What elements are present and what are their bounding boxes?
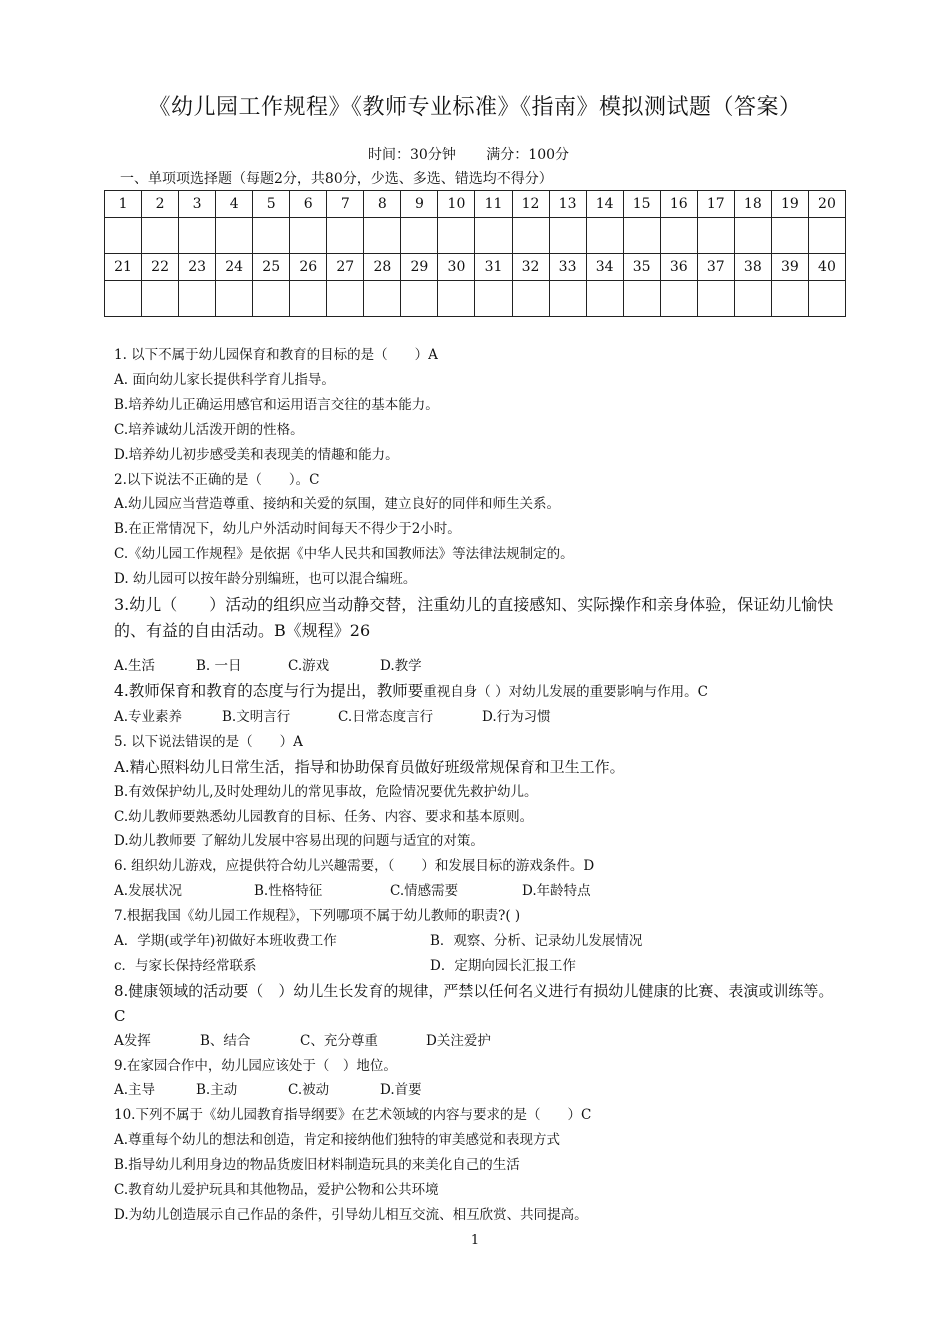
answer-grid-row-2-number-cell: 31: [475, 254, 512, 281]
question-list: [114, 343, 844, 1228]
answer-grid-row-2-number-cell: 27: [327, 254, 364, 281]
answer-grid-row-1-number-cell: 3: [179, 191, 216, 218]
answer-grid-row-2-number-cell: 32: [512, 254, 549, 281]
question-7-stem: 7.根据我国《幼儿园工作规程》，下列哪项不属于幼儿教师的职责?( ): [114, 908, 521, 925]
question-8-stem: 8.健康领域的活动要（ ）幼儿生长发育的规律，严禁以任何名义进行有损幼儿健康的比赛、表演或训练等。C: [114, 981, 834, 1025]
question-7-options-row-1: [114, 929, 844, 954]
answer-grid-row-1-answer-cell[interactable]: [586, 218, 623, 254]
page-title: 《幼儿园工作规程》《教师专业标准》《指南》模拟测试题（答案）: [148, 95, 802, 120]
question-2-stem: 2.以下说法不正确的是（ ）。C: [114, 471, 320, 488]
question-9-option-d: D.首要: [380, 1082, 422, 1099]
answer-grid-row-1-number-cell: 14: [586, 191, 623, 218]
question-4-option-a: A.专业素养: [114, 708, 183, 725]
answer-grid-row-2-number-cell: 38: [734, 254, 771, 281]
answer-grid-row-1-answer-cell[interactable]: [549, 218, 586, 254]
question-4-option-b: B.文明言行: [222, 708, 291, 725]
answer-grid-row-1-number-cell: 16: [660, 191, 697, 218]
question-3-stem: 3.幼儿（ ）活动的组织应当动静交替，注重幼儿的直接感知、实际操作和亲身体验，保证幼儿愉快的、有益的自由活动。B《规程》26: [114, 595, 834, 641]
answer-grid-row-1-number-cell: 5: [253, 191, 290, 218]
question-7-options-row-2: [114, 954, 844, 979]
question-7-option-b: B．观察、分析、记录幼儿发展情况: [430, 933, 643, 950]
answer-grid-row-1-answer-cell[interactable]: [734, 218, 771, 254]
answer-grid-row-2-number-cell: 36: [660, 254, 697, 281]
question-4-stem-part-2: 重视自身（ ）对幼儿发展的重要影响与作用。C: [423, 683, 708, 700]
question-2-option-d: D. 幼儿园可以按年龄分别编班，也可以混合编班。: [114, 571, 417, 588]
question-8-option-d: D关注爱护: [426, 1032, 491, 1049]
answer-grid-row-2-number-cell: 39: [771, 254, 808, 281]
answer-grid-row-1-number-cell: 12: [512, 191, 549, 218]
question-4-stem-part-1: 4.教师保育和教育的态度与行为提出，教师要: [114, 681, 424, 700]
answer-grid-row-2-answer-cell[interactable]: [771, 281, 808, 317]
question-1-option-a: A. 面向幼儿家长提供科学育儿指导。: [114, 371, 335, 388]
answer-grid-blank-row-2: [105, 281, 846, 317]
question-8-options: [114, 1029, 844, 1054]
question-2-option-c: C.《幼儿园工作规程》是依据《中华人民共和国教师法》等法律法规制定的。: [114, 546, 574, 563]
question-9-stem: 9.在家园合作中，幼儿园应该处于（ ）地位。: [114, 1057, 397, 1074]
answer-grid-row-1-number-cell: 11: [475, 191, 512, 218]
question-8-option-c: C、充分尊重: [300, 1032, 378, 1049]
answer-grid-row-1-answer-cell[interactable]: [401, 218, 438, 254]
answer-grid-row-2-answer-cell[interactable]: [327, 281, 364, 317]
answer-grid-row-2-answer-cell[interactable]: [216, 281, 253, 317]
answer-grid-row-1-number-cell: 7: [327, 191, 364, 218]
section-heading: 一、单项项选择题（每题2分，共80分，少选、多选、错选均不得分）: [120, 171, 553, 187]
answer-grid-row-2-number-cell: 25: [253, 254, 290, 281]
answer-grid-row-2-answer-cell[interactable]: [475, 281, 512, 317]
question-8-option-a: A发挥: [114, 1032, 151, 1049]
question-3-option-b: B. 一日: [196, 658, 242, 675]
question-10-option-d: D.为幼儿创造展示自己作品的条件，引导幼儿相互交流、相互欣赏、共同提高。: [114, 1207, 588, 1223]
question-4-option-d: D.行为习惯: [482, 708, 551, 725]
answer-grid-row-2-answer-cell[interactable]: [290, 281, 327, 317]
answer-grid-row-2-number-cell: 24: [216, 254, 253, 281]
answer-grid-row-2-answer-cell[interactable]: [105, 281, 142, 317]
question-9-options: [114, 1078, 844, 1103]
answer-grid-row-2-number-cell: 22: [142, 254, 179, 281]
answer-grid-row-2-answer-cell[interactable]: [697, 281, 734, 317]
answer-grid-blank-row-1: [105, 218, 846, 254]
answer-grid-row-2-number-cell: 34: [586, 254, 623, 281]
question-4-options: [114, 705, 844, 730]
question-5-option-b: B.有效保护幼儿,及时处理幼儿的常见事故，危险情况要优先救护幼儿。: [114, 783, 538, 800]
answer-grid-row-1-number-cell: 19: [771, 191, 808, 218]
question-10-stem: 10.下列不属于《幼儿园教育指导纲要》在艺术领域的内容与要求的是（ ）C: [114, 1107, 592, 1124]
question-6-option-c: C.情感需要: [390, 883, 459, 900]
answer-grid-row-1-number-cell: 17: [697, 191, 734, 218]
question-7-option-d: D．定期向园长汇报工作: [430, 957, 576, 974]
answer-grid-row-1-number-cell: 20: [808, 191, 845, 218]
question-8-option-b: B、结合: [200, 1032, 251, 1049]
answer-grid-row-2-answer-cell[interactable]: [549, 281, 586, 317]
answer-grid-header-row-1: [105, 191, 846, 218]
answer-grid-row-1-answer-cell[interactable]: [216, 218, 253, 254]
answer-grid-row-2-number-cell: 23: [179, 254, 216, 281]
answer-grid-row-1-number-cell: 2: [142, 191, 179, 218]
answer-grid-row-1-answer-cell[interactable]: [475, 218, 512, 254]
question-1-option-b: B.培养幼儿正确运用感官和运用语言交往的基本能力。: [114, 396, 439, 413]
question-4-option-c: C.日常态度言行: [338, 708, 434, 725]
answer-grid-row-1-number-cell: 10: [438, 191, 475, 218]
question-9-option-b: B.主动: [196, 1082, 238, 1099]
answer-grid-row-1-answer-cell[interactable]: [179, 218, 216, 254]
answer-grid-row-1-answer-cell[interactable]: [660, 218, 697, 254]
question-10-option-a: A.尊重每个幼儿的想法和创造，肯定和接纳他们独特的审美感觉和表现方式: [114, 1132, 561, 1149]
question-7-option-a: A．学期(或学年)初做好本班收费工作: [114, 933, 337, 950]
answer-grid-row-1-number-cell: 15: [623, 191, 660, 218]
answer-grid-row-1-answer-cell[interactable]: [142, 218, 179, 254]
question-10-option-b: B.指导幼儿利用身边的物品货废旧材料制造玩具的来美化自己的生活: [114, 1157, 520, 1174]
answer-grid-row-1-number-cell: 8: [364, 191, 401, 218]
answer-grid-row-2-number-cell: 28: [364, 254, 401, 281]
answer-grid-row-1-answer-cell[interactable]: [512, 218, 549, 254]
answer-grid-row-2-answer-cell[interactable]: [179, 281, 216, 317]
answer-grid-row-1-number-cell: 18: [734, 191, 771, 218]
answer-grid-row-1-answer-cell[interactable]: [623, 218, 660, 254]
answer-grid-row-1-number-cell: 6: [290, 191, 327, 218]
question-1-stem: 1. 以下不属于幼儿园保育和教育的目标的是（ ）A: [114, 347, 438, 363]
answer-grid-row-2-number-cell: 33: [549, 254, 586, 281]
question-6-stem: 6. 组织幼儿游戏，应提供符合幼儿兴趣需要，（ ）和发展目标的游戏条件。D: [114, 858, 595, 875]
question-4-stem: [114, 679, 844, 705]
answer-grid-row-2-answer-cell[interactable]: [512, 281, 549, 317]
answer-grid-row-1-number-cell: 13: [549, 191, 586, 218]
answer-grid-row-1-answer-cell[interactable]: [105, 218, 142, 254]
question-5-stem: 5. 以下说法错误的是（ ）A: [114, 733, 303, 750]
answer-grid-row-2-number-cell: 30: [438, 254, 475, 281]
answer-grid-row-2-answer-cell[interactable]: [734, 281, 771, 317]
question-5-option-c: C.幼儿教师要熟悉幼儿园教育的目标、任务、内容、要求和基本原则。: [114, 808, 534, 825]
question-9-option-a: A.主导: [114, 1082, 156, 1099]
question-5-option-d: D.幼儿教师要 了解幼儿发展中容易出现的问题与适宜的对策。: [114, 833, 484, 850]
question-6-option-d: D.年龄特点: [522, 883, 591, 900]
answer-grid-row-1-answer-cell[interactable]: [290, 218, 327, 254]
question-5-option-a: A.精心照料幼儿日常生活，指导和协助保育员做好班级常规保育和卫生工作。: [114, 757, 625, 776]
question-9-option-c: C.被动: [288, 1082, 330, 1099]
question-2-option-a: A.幼儿园应当营造尊重、接纳和关爱的氛围，建立良好的同伴和师生关系。: [114, 496, 561, 513]
answer-grid-row-1-answer-cell[interactable]: [253, 218, 290, 254]
answer-grid-row-1-answer-cell[interactable]: [364, 218, 401, 254]
answer-grid-row-1-answer-cell[interactable]: [697, 218, 734, 254]
answer-grid-row-1-answer-cell[interactable]: [808, 218, 845, 254]
exam-meta: [368, 144, 569, 164]
exam-score: 满分：100分: [486, 147, 570, 163]
question-7-option-c: c．与家长保持经常联系: [114, 957, 257, 974]
question-1-option-d: D.培养幼儿初步感受美和表现美的情趣和能力。: [114, 446, 399, 463]
answer-grid-row-2-answer-cell[interactable]: [142, 281, 179, 317]
answer-grid-row-1-number-cell: 9: [401, 191, 438, 218]
answer-grid: [104, 190, 846, 317]
answer-grid-row-1-number-cell: 4: [216, 191, 253, 218]
answer-grid-row-1-answer-cell[interactable]: [771, 218, 808, 254]
answer-grid-row-2-number-cell: 40: [808, 254, 845, 281]
answer-grid-row-1-number-cell: 1: [105, 191, 142, 218]
question-2-option-b: B.在正常情况下，幼儿户外活动时间每天不得少于2小时。: [114, 521, 461, 538]
answer-grid-row-1-answer-cell[interactable]: [438, 218, 475, 254]
question-10-option-c: C.教育幼儿爱护玩具和其他物品，爱护公物和公共环境: [114, 1182, 439, 1199]
question-3-option-c: C.游戏: [288, 658, 330, 675]
question-3-options: [114, 654, 844, 679]
answer-grid-row-2-answer-cell[interactable]: [364, 281, 401, 317]
question-6-options: [114, 879, 844, 904]
answer-grid-row-2-answer-cell[interactable]: [808, 281, 845, 317]
answer-grid-row-2-answer-cell[interactable]: [623, 281, 660, 317]
answer-grid-row-1-answer-cell[interactable]: [327, 218, 364, 254]
answer-grid-row-2-answer-cell[interactable]: [401, 281, 438, 317]
question-3-option-d: D.教学: [380, 658, 422, 675]
answer-grid-row-2-number-cell: 37: [697, 254, 734, 281]
answer-grid-row-2-number-cell: 21: [105, 254, 142, 281]
answer-grid-row-2-number-cell: 29: [401, 254, 438, 281]
answer-grid-row-2-number-cell: 35: [623, 254, 660, 281]
question-6-option-a: A.发展状况: [114, 883, 183, 900]
answer-grid-row-2-answer-cell[interactable]: [438, 281, 475, 317]
answer-grid-header-row-2: [105, 254, 846, 281]
page-number: 1: [470, 1233, 480, 1248]
answer-grid-row-2-answer-cell[interactable]: [660, 281, 697, 317]
answer-grid-row-2-answer-cell[interactable]: [586, 281, 623, 317]
question-6-option-b: B.性格特征: [254, 883, 323, 900]
answer-grid-row-2-number-cell: 26: [290, 254, 327, 281]
exam-time: 时间：30分钟: [368, 147, 456, 163]
question-1-option-c: C.培养诚幼儿活泼开朗的性格。: [114, 421, 304, 438]
answer-grid-row-2-answer-cell[interactable]: [253, 281, 290, 317]
question-3-option-a: A.生活: [114, 658, 156, 675]
